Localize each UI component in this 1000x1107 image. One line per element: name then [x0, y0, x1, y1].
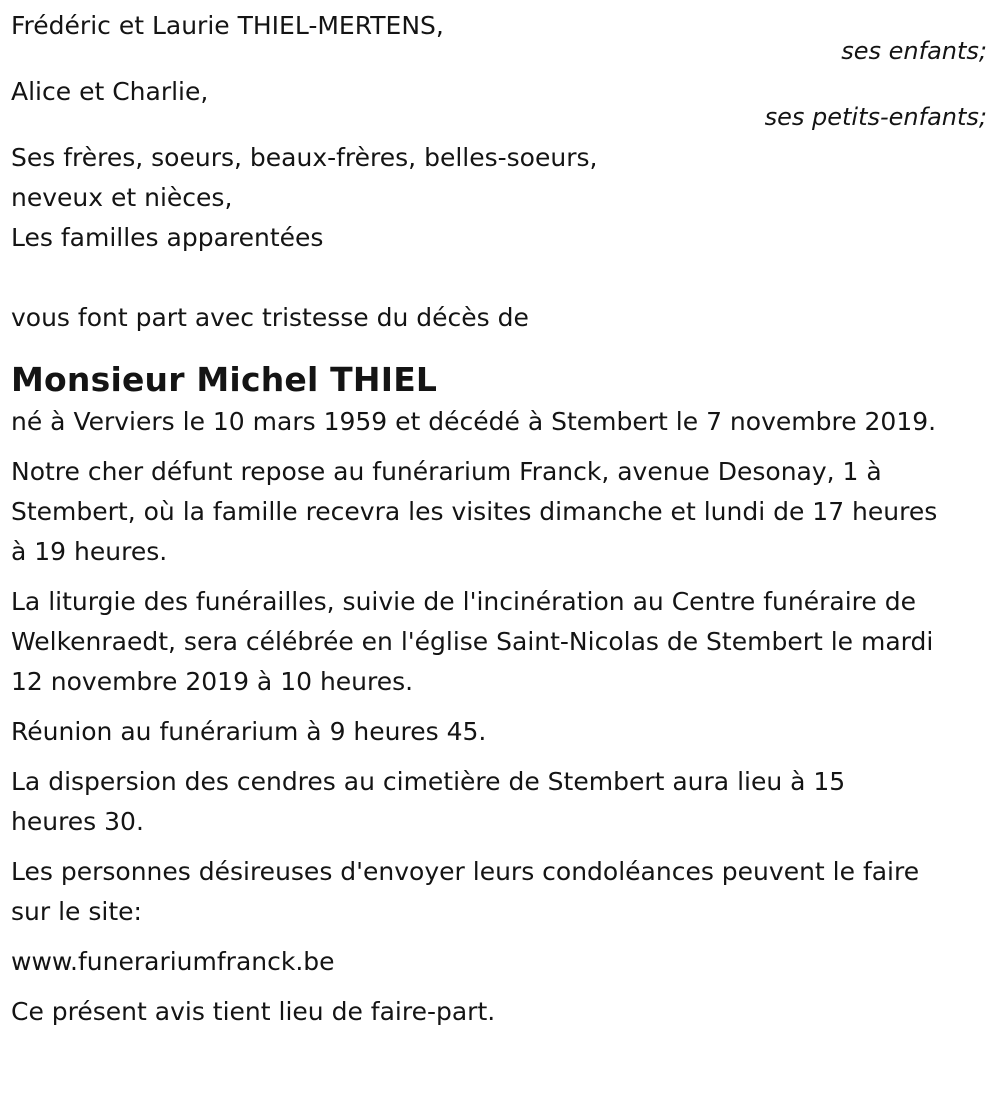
birth-death-dates: né à Verviers le 10 mars 1959 et décédé à Stembert le 7 novembre 2019.: [11, 407, 937, 436]
dispersion-paragraph: [11, 762, 989, 842]
dispersion-line-1: La dispersion des cendres au cimetière de Stembert aura lieu à 15: [11, 767, 846, 796]
condolences-line-2: sur le site:: [11, 897, 142, 926]
condolences-paragraph: [11, 852, 989, 932]
dispersion-line-2: heures 30.: [11, 807, 144, 836]
closing-paragraph: [11, 992, 989, 1032]
repose-line-3: à 19 heures.: [11, 537, 168, 566]
liturgy-line-1: La liturgie des funérailles, suivie de l'incinération au Centre funéraire de: [11, 587, 916, 616]
family-line-2: neveux et nièces,: [11, 183, 233, 212]
grandchildren-role: ses petits-enfants;: [764, 103, 987, 131]
spacer: [11, 258, 989, 298]
website-link[interactable]: www.funerariumfranck.be: [11, 947, 335, 976]
closing-line: Ce présent avis tient lieu de faire-part.: [11, 997, 496, 1026]
website-paragraph: [11, 942, 989, 982]
liturgy-line-3: 12 novembre 2019 à 10 heures.: [11, 667, 414, 696]
repose-paragraph: [11, 452, 989, 572]
condolences-line-1: Les personnes désireuses d'envoyer leurs condoléances peuvent le faire: [11, 857, 920, 886]
family-line-1: Ses frères, soeurs, beaux-frères, belles-soeurs,: [11, 143, 598, 172]
grandchildren-names: Alice et Charlie,: [11, 77, 209, 106]
obituary-notice: [11, 6, 989, 1032]
family-line-3: Les familles apparentées: [11, 223, 324, 252]
meeting-line: Réunion au funérarium à 9 heures 45.: [11, 717, 487, 746]
meeting-paragraph: [11, 712, 989, 752]
announcement: vous font part avec tristesse du décès de: [11, 303, 529, 332]
children-names: Frédéric et Laurie THIEL-MERTENS,: [11, 11, 444, 40]
repose-line-1: Notre cher défunt repose au funérarium Franck, avenue Desonay, 1 à: [11, 457, 882, 486]
liturgy-paragraph: [11, 582, 989, 702]
repose-line-2: Stembert, où la famille recevra les visites dimanche et lundi de 17 heures: [11, 497, 938, 526]
deceased-name: Monsieur Michel THIEL: [11, 360, 438, 399]
liturgy-line-2: Welkenraedt, sera célébrée en l'église Saint-Nicolas de Stembert le mardi: [11, 627, 934, 656]
children-role: ses enfants;: [841, 37, 987, 65]
